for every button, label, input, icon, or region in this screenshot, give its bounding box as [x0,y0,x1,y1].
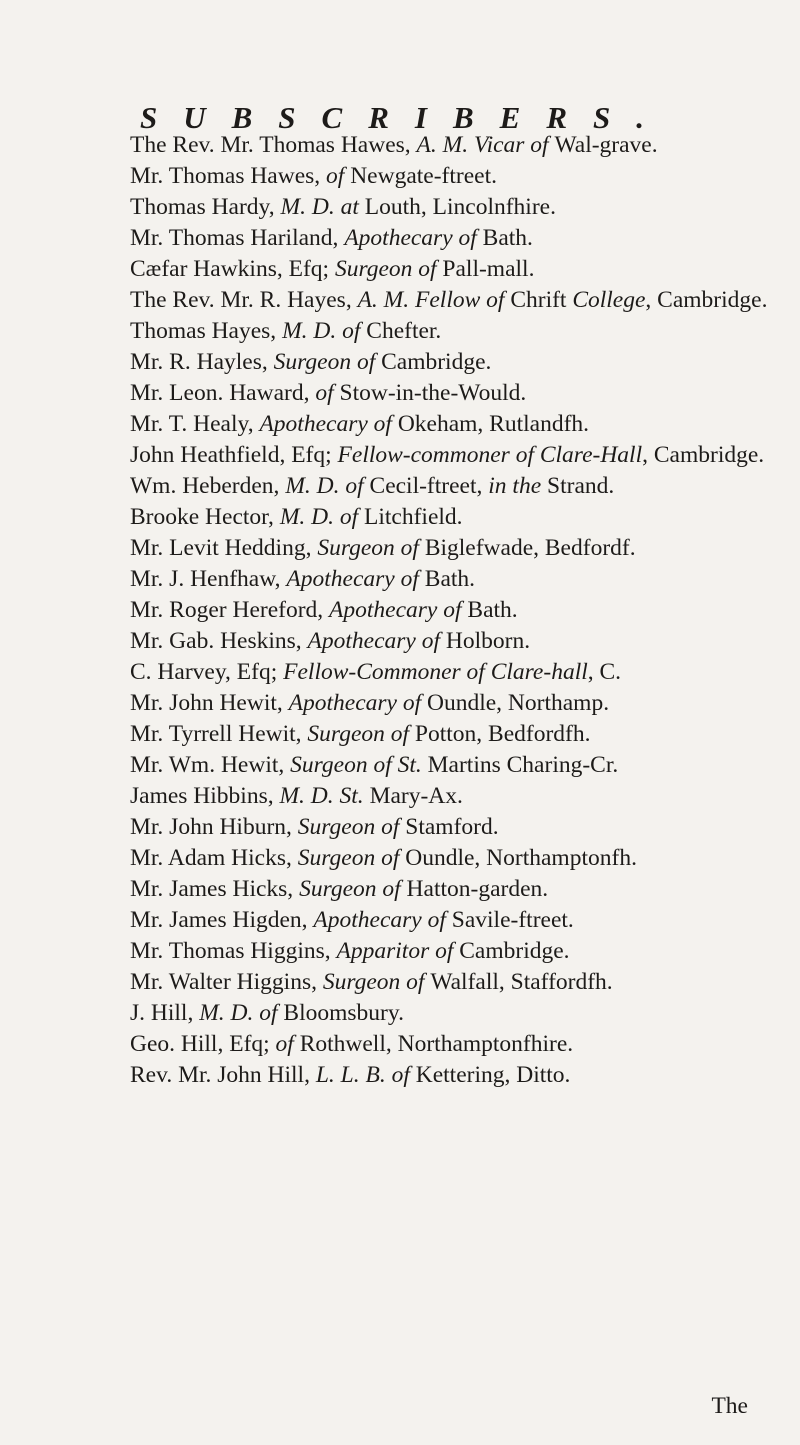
subscriber-entry: Mr. J. Henfhaw, Apothecary of Bath. [130,566,476,592]
subscriber-entry: The Rev. Mr. R. Hayes, A. M. Fellow of Chrift College, Cambridge. [130,287,768,313]
subscriber-entry: Geo. Hill, Efq; of Rothwell, Northamptonfhire. [130,1031,574,1057]
subscriber-entry: Mr. Gab. Heskins, Apothecary of Holborn. [130,628,531,654]
subscriber-entry: Mr. Levit Hedding, Surgeon of Biglefwade, Bedfordf. [130,535,636,561]
subscriber-entry: J. Hill, M. D. of Bloomsbury. [130,1000,404,1026]
subscriber-entry: Cæfar Hawkins, Efq; Surgeon of Pall-mall. [130,256,535,282]
subscriber-entry: Rev. Mr. John Hill, L. L. B. of Kettering, Ditto. [130,1062,571,1088]
subscriber-entry: Mr. John Hiburn, Surgeon of Stamford. [130,814,499,840]
subscriber-entry: Mr. John Hewit, Apothecary of Oundle, Northamp. [130,690,610,716]
subscriber-entry: Mr. R. Hayles, Surgeon of Cambridge. [130,349,492,375]
subscriber-entry: C. Harvey, Efq; Fellow-Commoner of Clare-hall, C. [130,659,622,685]
subscriber-entry: Mr. Thomas Hawes, of Newgate-ftreet. [130,163,497,189]
subscriber-entry: Brooke Hector, M. D. of Litchfield. [130,504,463,530]
subscriber-entry: Mr. James Hicks, Surgeon of Hatton-garden. [130,876,549,902]
subscriber-entry: Mr. Thomas Higgins, Apparitor of Cambridge. [130,938,570,964]
subscriber-entry: James Hibbins, M. D. St. Mary-Ax. [130,783,463,809]
subscriber-entry: Mr. James Higden, Apothecary of Savile-ftreet. [130,907,574,933]
subscriber-entry: Thomas Hayes, M. D. of Chefter. [130,318,442,344]
subscriber-entry: Mr. Leon. Haward, of Stow-in-the-Would. [130,380,527,406]
subscriber-entry: Mr. T. Healy, Apothecary of Okeham, Rutlandfh. [130,411,590,437]
subscriber-entry: Thomas Hardy, M. D. at Louth, Lincolnfhire. [130,194,556,220]
subscriber-list [130,130,780,1091]
page-heading: SUBSCRIBERS. [140,100,670,135]
subscriber-entry: Mr. Adam Hicks, Surgeon of Oundle, Northamptonfh. [130,845,637,871]
subscriber-entry: Mr. Roger Hereford, Apothecary of Bath. [130,597,518,623]
subscriber-entry: The Rev. Mr. Thomas Hawes, A. M. Vicar of Wal-grave. [130,132,658,158]
subscriber-entry: Mr. Wm. Hewit, Surgeon of St. Martins Charing-Cr. [130,752,619,778]
subscriber-entry: Mr. Walter Higgins, Surgeon of Walfall, Staffordfh. [130,969,613,995]
catchword: The [711,1393,748,1419]
subscriber-entry: John Heathfield, Efq; Fellow-commoner of Clare-Hall, Cambridge. [130,442,765,468]
subscriber-entry: Mr. Tyrrell Hewit, Surgeon of Potton, Bedfordfh. [130,721,591,747]
subscriber-entry: Mr. Thomas Hariland, Apothecary of Bath. [130,225,533,251]
subscriber-entry: Wm. Heberden, M. D. of Cecil-ftreet, in the Strand. [130,473,615,499]
